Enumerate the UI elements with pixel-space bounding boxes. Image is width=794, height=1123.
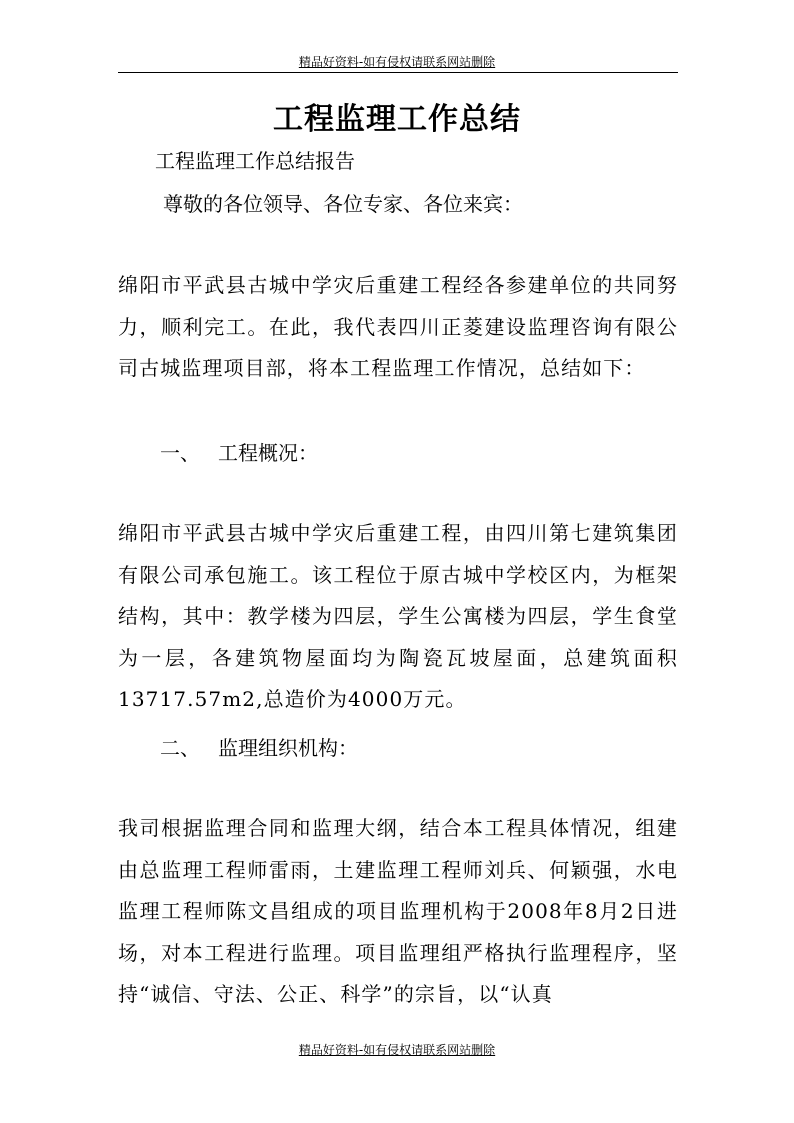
section-body-1: 绵阳市平武县古城中学灾后重建工程，由四川第七建筑集团有限公司承包施工。该工程位于原古城中学校区内，为框架结构，其中：教学楼为四层，学生公寓楼为四层，学生食堂为一层，各建筑物屋面均为陶瓷瓦坡屋面，总建筑面积13717.57m2,总造价为4000万元。 xyxy=(118,521,678,711)
salutation: 尊敬的各位领导、各位专家、各位来宾： xyxy=(163,192,523,216)
footer-watermark-note: 精品好资料-如有侵权请联系网站删除 xyxy=(298,1043,496,1057)
intro-paragraph: 绵阳市平武县古城中学灾后重建工程经各参建单位的共同努力，顺利完工。在此，我代表四川正菱建设监理咨询有限公司古城监理项目部，将本工程监理工作情况，总结如下： xyxy=(118,273,678,380)
section-heading-2 xyxy=(160,735,358,761)
header-watermark-note: 精品好资料-如有侵权请联系网站删除 xyxy=(298,55,496,69)
section-number-1: 一、 xyxy=(160,441,200,465)
section-number-2: 二、 xyxy=(160,736,200,760)
document-subtitle: 工程监理工作总结报告 xyxy=(155,149,355,173)
section-heading-1 xyxy=(160,440,318,466)
header-divider xyxy=(118,72,678,73)
document-title: 工程监理工作总结 xyxy=(273,102,521,137)
section-body-2: 我司根据监理合同和监理大纲，结合本工程具体情况，组建由总监理工程师雷雨，土建监理工程师刘兵、何颖强，水电监理工程师陈文昌组成的项目监理机构于2008年8月2日进场，对本工程进行监理。项目监理组严格执行监理程序，坚持“诚信、守法、公正、科学”的宗旨，以“认真 xyxy=(118,816,678,1006)
section-title-1: 工程概况： xyxy=(218,441,318,465)
section-title-2: 监理组织机构： xyxy=(218,736,358,760)
